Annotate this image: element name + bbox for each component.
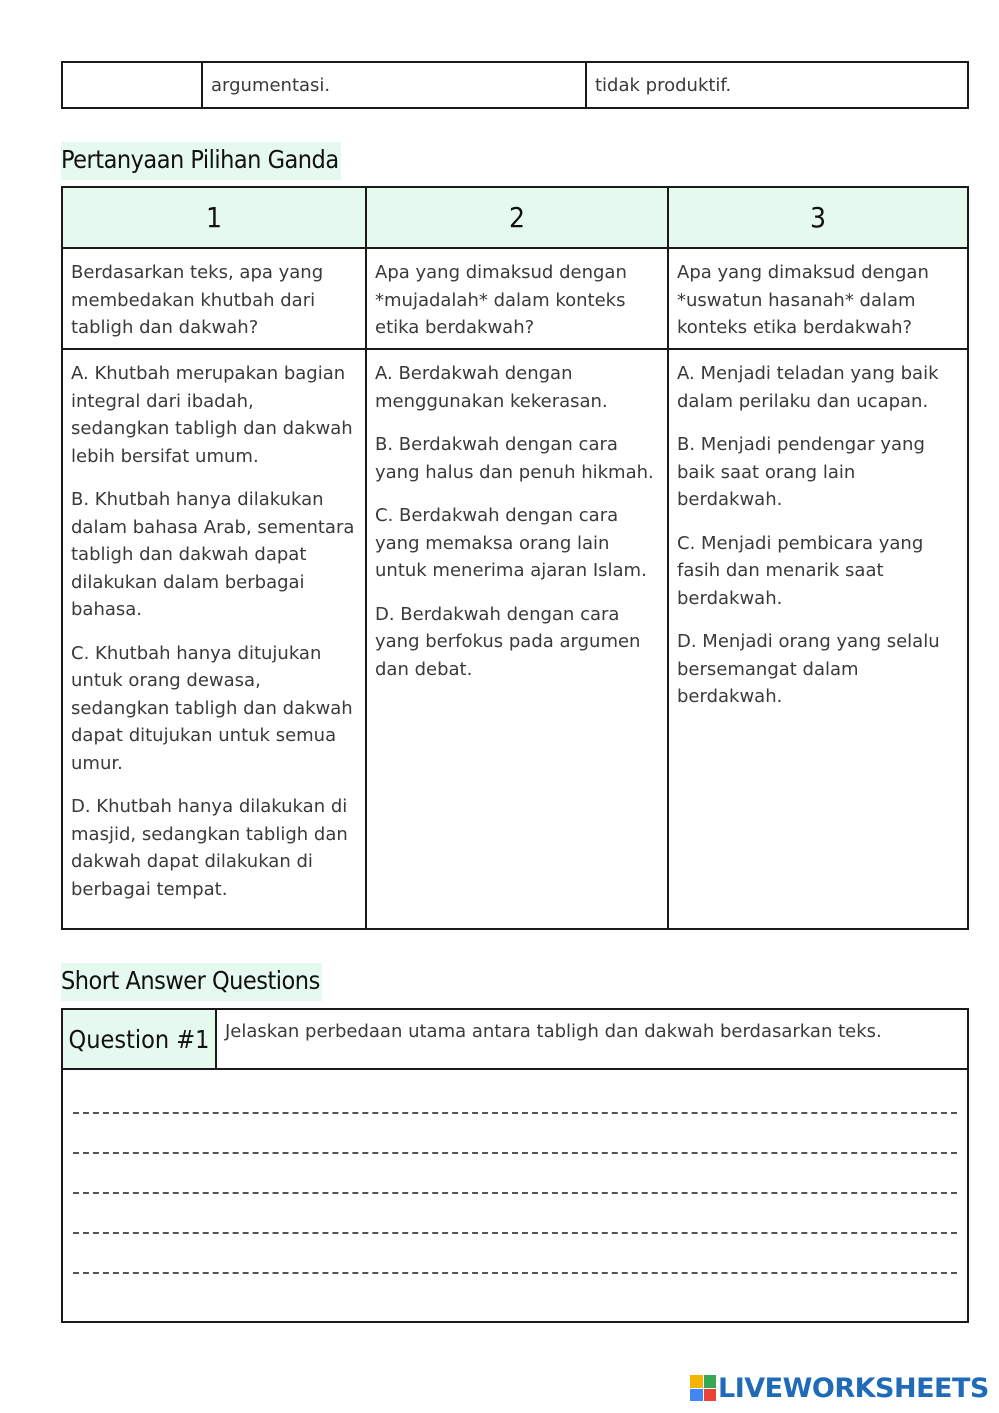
answer-line[interactable] <box>73 1152 957 1154</box>
mc-option-b[interactable]: B. Khutbah hanya dilakukan dalam bahasa Arab, sementara tabligh dan dakwah dapat dilakukan dalam berbagai bahasa. <box>71 489 355 620</box>
question-label: Question #1 <box>63 1010 217 1068</box>
answer-line[interactable] <box>73 1112 957 1114</box>
mc-option-b[interactable]: B. Menjadi pendengar yang baik saat orang lain berdakwah. <box>677 434 925 510</box>
mc-option-d[interactable]: D. Menjadi orang yang selalu bersemangat dalam berdakwah. <box>677 631 940 707</box>
mc-column-number: 2 <box>367 188 667 249</box>
short-answer-table <box>61 1008 969 1323</box>
mc-option-c[interactable]: C. Khutbah hanya ditujukan untuk orang dewasa, sedangkan tabligh dan dakwah dapat ditujukan untuk semua umur. <box>71 642 353 774</box>
mc-options <box>669 350 967 928</box>
previous-table-cell-1 <box>63 63 203 107</box>
mc-column-3 <box>667 188 967 928</box>
previous-table-row <box>61 61 969 109</box>
mc-options <box>367 350 667 928</box>
mc-question: Apa yang dimaksud dengan *uswatun hasanah* dalam konteks etika berdakwah? <box>669 249 967 350</box>
answer-line[interactable] <box>73 1192 957 1194</box>
mc-column-2 <box>365 188 667 928</box>
previous-table-cell-3: tidak produktif. <box>595 75 732 96</box>
mc-question: Apa yang dimaksud dengan *mujadalah* dalam konteks etika berdakwah? <box>367 249 667 350</box>
answer-line[interactable] <box>73 1232 957 1234</box>
multiple-choice-title: Pertanyaan Pilihan Ganda <box>61 142 341 180</box>
mc-option-a[interactable]: A. Menjadi teladan yang baik dalam perilaku dan ucapan. <box>677 363 939 412</box>
mc-column-1 <box>63 188 365 928</box>
answer-line[interactable] <box>73 1272 957 1274</box>
mc-option-b[interactable]: B. Berdakwah dengan cara yang halus dan penuh hikmah. <box>375 434 654 483</box>
question-text: Jelaskan perbedaan utama antara tabligh dan dakwah berdasarkan teks. <box>225 1021 882 1042</box>
mc-question: Berdasarkan teks, apa yang membedakan khutbah dari tabligh dan dakwah? <box>63 249 365 350</box>
liveworksheets-logo <box>690 1372 989 1404</box>
previous-table-cell-2: argumentasi. <box>203 63 587 107</box>
liveworksheets-logo-icon <box>690 1375 716 1401</box>
mc-option-c[interactable]: C. Menjadi pembicara yang fasih dan menarik saat berdakwah. <box>677 532 924 609</box>
mc-option-a[interactable]: A. Berdakwah dengan menggunakan kekerasan. <box>375 363 608 412</box>
mc-option-c[interactable]: C. Berdakwah dengan cara yang memaksa orang lain untuk menerima ajaran Islam. <box>375 505 647 581</box>
short-answer-title: Short Answer Questions <box>61 963 322 1001</box>
mc-column-number: 3 <box>669 188 967 249</box>
mc-option-d[interactable]: D. Khutbah hanya dilakukan di masjid, sedangkan tabligh dan dakwah dapat dilakukan di berbagai tempat. <box>71 796 348 900</box>
liveworksheets-logo-text: LIVEWORKSHEETS <box>718 1372 989 1404</box>
mc-option-a[interactable]: A. Khutbah merupakan bagian integral dari ibadah, sedangkan tabligh dan dakwah lebih bersifat umum. <box>71 363 353 467</box>
answer-area[interactable] <box>63 1070 967 1274</box>
multiple-choice-table <box>61 186 969 930</box>
mc-option-d[interactable]: D. Berdakwah dengan cara yang berfokus pada argumen dan debat. <box>375 603 641 680</box>
short-answer-question-row <box>63 1010 967 1070</box>
mc-column-number: 1 <box>63 188 365 249</box>
mc-options <box>63 350 365 928</box>
